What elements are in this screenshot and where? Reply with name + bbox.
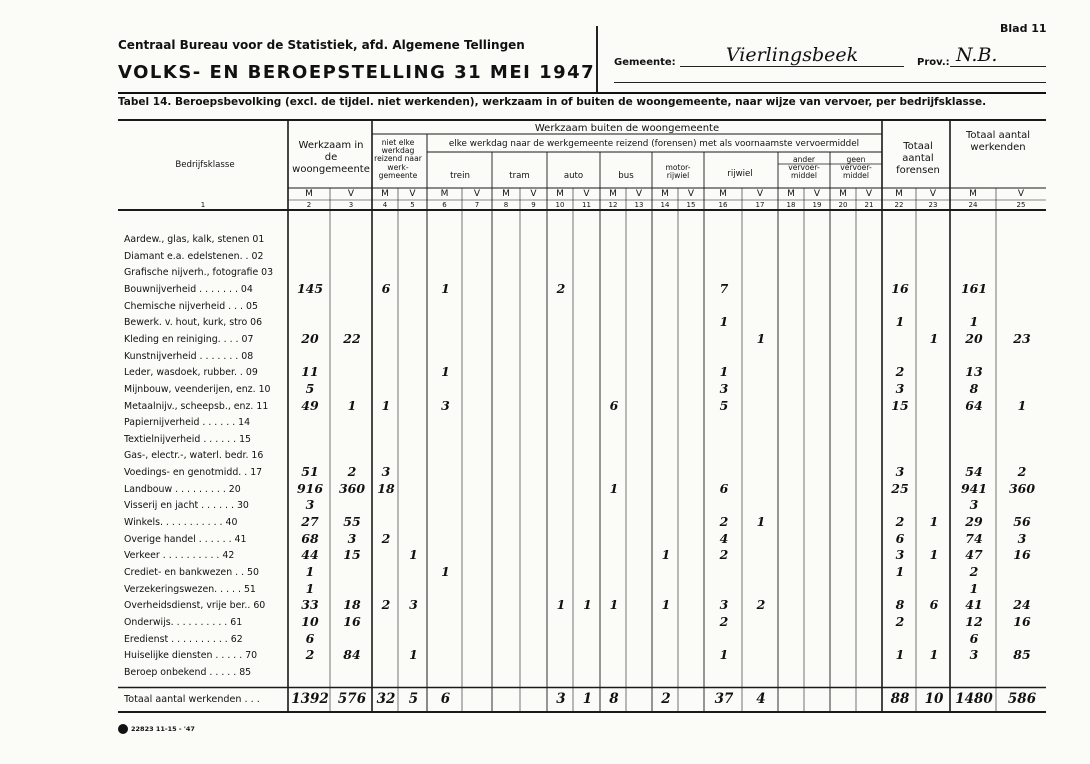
data-cell: 15 (343, 547, 361, 563)
data-cell: 3 (895, 547, 905, 563)
column-number-5: 5 (410, 201, 415, 209)
werkzaam-buiten-header: Werkzaam buiten de woongemeente (534, 123, 720, 134)
row-label: Gas-, electr.-, waterl. bedr. 16 (124, 450, 264, 462)
data-cell: 15 (891, 397, 909, 413)
data-cell: 1 (929, 647, 939, 663)
sheet-number: Blad 11 (1000, 22, 1047, 35)
row-label: Verzekeringswezen. . . . . 51 (124, 583, 256, 595)
v-header-col-25: V (1017, 189, 1025, 199)
data-cell: 47 (965, 547, 983, 563)
table-caption: Tabel 14. Beroepsbevolking (excl. de tijdel. niet werkenden), werkzaam in of buiten de woongemeente, naar wijze van vervoer, per bedrijfsklasse. (118, 96, 987, 108)
row-label: Visserij en jacht . . . . . . 30 (124, 500, 249, 512)
data-cell: 3 (895, 464, 905, 480)
data-cell: 29 (965, 514, 983, 530)
data-cell: 1 (305, 564, 315, 579)
data-cell: 8 (895, 597, 905, 613)
m-header-col-14: M (661, 189, 669, 199)
row-label: Aardew., glas, kalk, stenen 01 (124, 234, 265, 245)
data-cell: 1 (661, 547, 671, 563)
data-cell: 44 (301, 547, 319, 563)
row-label: Metaalnijv., scheepsb., enz. 11 (124, 400, 269, 412)
data-cell: 18 (377, 480, 395, 496)
m-header-col-4: M (381, 189, 389, 199)
column-number-12: 12 (608, 201, 618, 209)
data-cell: 916 (296, 480, 324, 496)
data-cell: 18 (343, 597, 361, 613)
data-cell: 1 (441, 364, 450, 380)
data-cell: 5 (719, 397, 729, 413)
row-label: Voedings- en genotmidd. . 17 (124, 467, 263, 479)
data-cell: 2 (347, 464, 357, 480)
total-cell: 2 (661, 690, 671, 707)
province-field: N.B. (950, 44, 1046, 67)
data-cell: 13 (965, 364, 983, 380)
bureau-heading: Centraal Bureau voor de Statistiek, afd. Algemene Tellingen (118, 38, 525, 52)
data-cell: 3 (719, 380, 729, 396)
ander-vervoer-header: ander vervoer- middel (788, 155, 820, 181)
row-label: Papiernijverheid . . . . . . 14 (124, 417, 251, 429)
gemeente-label: Gemeente: (614, 57, 676, 68)
total-cell: 5 (408, 690, 419, 707)
trein-header: trein (450, 171, 470, 181)
row-label: Verkeer . . . . . . . . . . 42 (124, 550, 235, 562)
v-header-col-11: V (583, 189, 590, 199)
motorrijwiel-header: motor- rijwiel (665, 163, 691, 181)
row-label: Kleding en reiniging. . . . 07 (124, 333, 254, 345)
row-label: Textielnijverheid . . . . . . 15 (124, 433, 252, 445)
data-cell: 1 (609, 480, 619, 496)
data-cell: 24 (1013, 597, 1031, 613)
data-cell: 16 (1013, 547, 1031, 563)
data-cell: 10 (301, 613, 319, 629)
v-header-col-7: V (473, 189, 481, 199)
data-cell: 3 (895, 380, 905, 396)
column-number-17: 17 (755, 201, 765, 209)
column-number-23: 23 (928, 201, 938, 209)
werkzaam-in-header: Werkzaam in de woongemeente (292, 140, 370, 175)
data-cell: 3 (969, 497, 979, 513)
row-label: Overige handel . . . . . . 41 (124, 533, 247, 545)
data-cell: 1 (895, 314, 905, 330)
data-cell: 2 (969, 564, 979, 579)
data-cell: 33 (301, 597, 319, 613)
data-cell: 3 (1017, 530, 1027, 546)
print-code-text: 22823 11-15 - '47 (131, 725, 195, 733)
rijwiel-header: rijwiel (727, 169, 753, 179)
column-number-13: 13 (634, 201, 644, 209)
row-label: Overheidsdienst, vrije ber.. 60 (124, 600, 266, 612)
data-cell: 3 (441, 397, 450, 413)
data-cell: 145 (296, 280, 324, 296)
data-cell: 6 (381, 280, 391, 296)
data-cell: 51 (301, 464, 319, 480)
column-number-19: 19 (812, 201, 822, 209)
total-cell: 576 (337, 690, 367, 707)
column-number-14: 14 (660, 201, 670, 209)
v-header-col-3: V (347, 189, 355, 199)
v-header-col-5: V (409, 189, 416, 199)
data-cell: 2 (719, 547, 729, 563)
data-cell: 6 (719, 480, 729, 496)
data-cell: 3 (719, 597, 729, 613)
geen-vervoer-header: geen vervoer- middel (840, 155, 872, 181)
total-cell: 3 (556, 690, 566, 707)
data-cell: 16 (1013, 613, 1031, 629)
row-label: Winkels. . . . . . . . . . . 40 (124, 517, 238, 529)
data-cell: 1 (609, 597, 619, 613)
data-cell: 1 (719, 314, 729, 330)
v-header-col-21: V (865, 189, 873, 199)
v-header-col-19: V (813, 189, 821, 199)
data-cell: 1 (441, 564, 450, 579)
data-cell: 6 (969, 630, 979, 646)
data-cell: 1 (719, 364, 729, 380)
data-cell: 85 (1013, 647, 1031, 663)
column-number-10: 10 (555, 201, 565, 209)
total-cell: 1480 (955, 690, 993, 707)
data-cell: 1 (381, 397, 391, 413)
data-cell: 8 (969, 380, 979, 396)
data-cell: 3 (969, 647, 979, 663)
total-cell: 1 (582, 690, 593, 707)
data-cell: 2 (895, 613, 905, 629)
data-cell: 3 (347, 530, 357, 546)
column-number-4: 4 (382, 201, 388, 209)
gemeente-field: Vierlingsbeek (680, 44, 904, 67)
column-number-15: 15 (686, 201, 696, 209)
m-header-col-20: M (839, 189, 847, 199)
m-header-col-18: M (787, 189, 795, 199)
total-cell: 32 (376, 690, 396, 707)
total-cell: 4 (756, 690, 766, 707)
data-cell: 27 (301, 514, 319, 530)
column-number-20: 20 (838, 201, 848, 209)
row-label: Beroep onbekend . . . . . 85 (124, 666, 252, 678)
data-cell: 12 (965, 613, 983, 629)
column-number-22: 22 (894, 201, 904, 209)
row-label: Chemische nijverheid . . . 05 (124, 300, 258, 312)
m-header-col-12: M (609, 189, 617, 199)
data-cell: 20 (301, 330, 319, 346)
m-header-col-8: M (502, 189, 510, 199)
row-label: Kunstnijverheid . . . . . . . 08 (124, 350, 254, 362)
data-cell: 6 (929, 597, 939, 613)
niet-elke-werkdag-header: niet elke werkdag reizend naar werk- gemeente (374, 138, 422, 180)
total-cell: 88 (890, 690, 910, 707)
row-label: Bewerk. v. hout, kurk, stro 06 (124, 317, 263, 329)
row-label: Grafische nijverh., fotografie 03 (124, 267, 274, 279)
data-cell: 2 (719, 613, 729, 629)
column-number-25: 25 (1016, 201, 1026, 209)
data-cell: 6 (609, 397, 619, 413)
row-label: Huiselijke diensten . . . . . 70 (124, 650, 258, 662)
v-header-col-9: V (530, 189, 537, 199)
data-cell: 5 (305, 380, 315, 396)
row-label: Bouwnijverheid . . . . . . . 04 (124, 283, 253, 295)
m-header-col-24: M (969, 189, 977, 199)
data-cell: 22 (343, 330, 361, 346)
data-cell: 2 (556, 280, 566, 296)
total-cell: 586 (1007, 690, 1037, 707)
auto-header: auto (563, 171, 584, 181)
total-cell: 1392 (291, 690, 329, 707)
m-header-col-10: M (556, 189, 564, 199)
row-label: Mijnbouw, veenderijen, enz. 10 (124, 383, 271, 395)
print-code (118, 724, 195, 734)
data-cell: 1 (305, 580, 315, 596)
data-cell: 2 (895, 514, 905, 530)
data-cell: 1 (347, 397, 357, 413)
data-cell: 2 (305, 647, 315, 663)
data-cell: 1 (895, 647, 905, 663)
data-cell: 11 (301, 364, 319, 380)
column-number-6: 6 (442, 201, 447, 209)
data-cell: 2 (895, 364, 905, 380)
row-label: Crediet- en bankwezen . . 50 (124, 567, 259, 578)
column-number-1: 1 (200, 201, 206, 209)
row-label: Onderwijs. . . . . . . . . . 61 (124, 616, 243, 628)
m-header-col-16: M (719, 189, 727, 199)
column-number-3: 3 (348, 201, 354, 209)
m-header-col-22: M (895, 189, 903, 199)
data-cell: 49 (301, 397, 319, 413)
data-cell: 20 (965, 330, 983, 346)
data-cell: 25 (891, 480, 909, 496)
v-header-col-15: V (687, 189, 695, 199)
data-cell: 3 (409, 597, 418, 613)
data-cell: 1 (929, 547, 939, 563)
column-number-8: 8 (503, 201, 509, 209)
m-header-col-2: M (305, 189, 313, 199)
column-number-9: 9 (531, 201, 536, 209)
column-number-16: 16 (718, 201, 728, 209)
elke-werkdag-header: elke werkdag naar de werkgemeente reizend (forensen) met als voornaamste vervoermiddel (448, 139, 860, 149)
data-cell: 4 (719, 530, 729, 546)
data-cell: 3 (305, 497, 315, 513)
data-cell: 1 (409, 547, 418, 563)
totaal-werkenden-header: Totaal aantal werkenden (965, 130, 1031, 153)
data-cell: 74 (965, 530, 983, 546)
data-cell: 7 (719, 280, 729, 296)
data-cell: 2 (381, 530, 391, 546)
data-cell: 1 (756, 330, 766, 346)
data-cell: 1 (969, 314, 979, 330)
v-header-col-17: V (756, 189, 764, 199)
data-cell: 360 (1008, 480, 1036, 496)
row-label: Leder, wasdoek, rubber. . 09 (124, 367, 258, 379)
bedrijfsklasse-header: Bedrijfsklasse (175, 160, 235, 170)
data-cell: 161 (960, 280, 988, 296)
data-cell: 1 (556, 597, 566, 613)
data-cell: 55 (343, 514, 361, 530)
data-cell: 68 (301, 530, 319, 546)
data-cell: 2 (719, 514, 729, 530)
row-label: Eredienst . . . . . . . . . . 62 (124, 633, 243, 645)
total-cell: 10 (924, 690, 944, 707)
total-row-label: Totaal aantal werkenden . . . (124, 693, 260, 705)
data-cell: 84 (343, 647, 361, 663)
data-cell: 16 (343, 613, 361, 629)
data-cell: 1 (583, 597, 592, 613)
data-cell: 6 (895, 530, 905, 546)
data-cell: 1 (409, 647, 418, 663)
total-cell: 37 (714, 690, 734, 707)
column-number-2: 2 (306, 201, 312, 209)
total-cell: 8 (609, 690, 619, 707)
data-cell: 1 (661, 597, 671, 613)
data-cell: 56 (1013, 514, 1031, 530)
total-cell: 6 (440, 690, 451, 707)
column-number-18: 18 (786, 201, 796, 209)
data-cell: 1 (719, 647, 729, 663)
data-cell: 1 (756, 514, 766, 530)
row-label: Landbouw . . . . . . . . . 20 (124, 483, 241, 495)
tram-header: tram (509, 171, 530, 181)
data-cell: 64 (965, 397, 983, 413)
row-label: Diamant e.a. edelstenen. . 02 (124, 250, 264, 262)
data-cell: 1 (895, 564, 905, 579)
v-header-col-13: V (635, 189, 643, 199)
data-cell: 941 (960, 480, 988, 496)
data-cell: 1 (441, 280, 450, 296)
data-cell: 360 (338, 480, 366, 496)
data-cell: 1 (929, 514, 939, 530)
census-title: VOLKS- EN BEROEPSTELLING 31 MEI 1947 (118, 62, 596, 83)
data-cell: 16 (891, 280, 909, 296)
printer-logo-icon (118, 724, 128, 734)
data-cell: 2 (1017, 464, 1027, 480)
column-number-24: 24 (968, 201, 978, 209)
data-cell: 54 (965, 464, 983, 480)
totaal-forensen-header: Totaal aantal forensen (896, 141, 940, 176)
column-number-7: 7 (474, 201, 480, 209)
data-cell: 3 (381, 464, 391, 480)
data-cell: 1 (929, 330, 939, 346)
data-cell: 1 (969, 580, 979, 596)
column-number-21: 21 (864, 201, 874, 209)
column-number-11: 11 (582, 201, 591, 209)
data-cell: 6 (305, 630, 315, 646)
data-cell: 2 (381, 597, 391, 613)
data-cell: 1 (1017, 397, 1027, 413)
data-cell: 2 (756, 597, 766, 613)
m-header-col-6: M (440, 189, 449, 199)
data-cell: 41 (965, 597, 983, 613)
province-label: Prov.: (917, 57, 950, 68)
bus-header: bus (618, 171, 634, 181)
v-header-col-23: V (929, 189, 937, 199)
data-cell: 23 (1013, 330, 1031, 346)
